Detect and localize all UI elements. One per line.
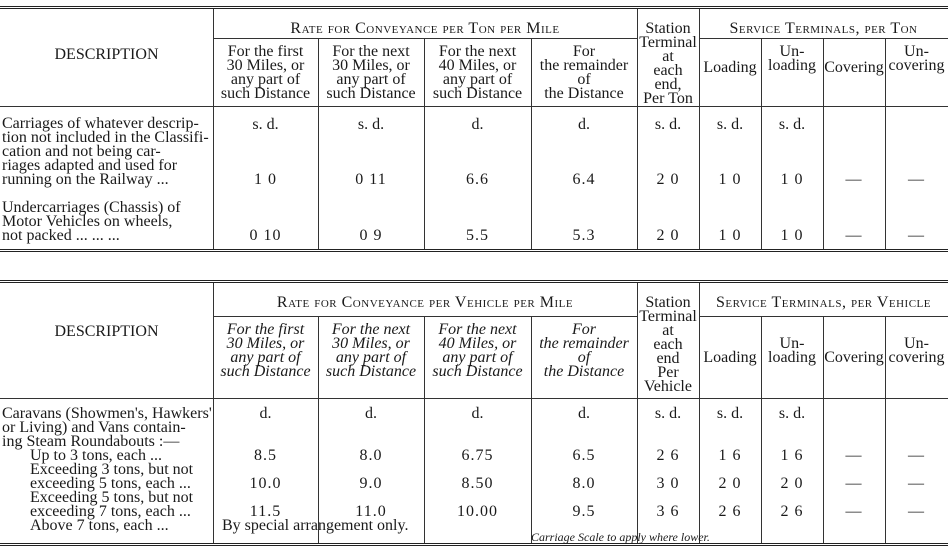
table-cell: 2 0	[656, 171, 680, 188]
rate-column-header: 30 Miles, or	[332, 335, 410, 352]
rate-group-header: Rate for Conveyance per Ton per Mile	[290, 20, 560, 37]
table-cell: 6.75	[461, 447, 494, 464]
service-column-header: Un-	[779, 335, 805, 352]
table-cell: —	[845, 171, 863, 188]
unit-label: s. d.	[716, 405, 744, 422]
table-cell: 5.5	[466, 227, 489, 244]
station-terminal-header: at	[662, 322, 674, 339]
service-column-header: loading	[768, 349, 816, 366]
table-cell: 11.0	[355, 503, 387, 520]
row-description: Carriages of whatever descrip-	[2, 115, 199, 132]
station-terminal-header: Per Ton	[643, 90, 693, 107]
row-description: not packed ... ... ...	[2, 227, 120, 244]
table-cell: 2 6	[718, 503, 742, 520]
service-column-header: Un-	[904, 335, 929, 352]
rate-column-header: such Distance	[326, 85, 416, 102]
rate-group-header: Rate for Conveyance per Vehicle per Mile	[276, 294, 574, 311]
table-cell: 8.0	[359, 447, 383, 464]
service-column-header: loading	[768, 57, 816, 74]
table-cell: 8.50	[461, 475, 494, 492]
row-description: Up to 3 tons, each ...	[30, 447, 162, 464]
description-header: DESCRIPTION	[54, 46, 159, 63]
service-column-header: Loading	[703, 59, 757, 76]
table-cell: 2 6	[780, 503, 804, 520]
unit-label: d.	[578, 405, 590, 422]
row-description: exceeding 7 tons, each ...	[30, 503, 191, 520]
service-group-header: Service Terminals, per Ton	[729, 20, 918, 37]
row-description: riages adapted and used for	[2, 157, 178, 174]
header-rule	[213, 316, 637, 317]
table-cell: 1 0	[780, 171, 804, 188]
service-column-header: Un-	[904, 43, 929, 60]
table-cell: 10.0	[249, 475, 282, 492]
station-terminal-header: end,	[654, 76, 682, 93]
row-description: Caravans (Showmen's, Hawkers'	[2, 405, 212, 422]
table-cell: —	[845, 475, 863, 492]
rate-column-header: any part of	[230, 71, 301, 88]
unit-label: s. d.	[654, 405, 682, 422]
rate-column-header: any part of	[442, 349, 513, 366]
table-cell: 9.5	[572, 503, 596, 520]
station-terminal-header: Station	[645, 294, 691, 311]
unit-label: d.	[471, 116, 484, 133]
service-column-header: covering	[888, 57, 945, 74]
rate-column-header: the remainder	[539, 57, 629, 74]
table-bottom-rule	[0, 543, 948, 546]
station-terminal-header: each	[653, 62, 683, 79]
table-cell: —	[845, 227, 863, 244]
row-description: tion not included in the Classifi-	[2, 129, 209, 146]
rate-column-header: such Distance	[220, 85, 311, 102]
table-cell: —	[908, 475, 925, 492]
row-description: exceeding 5 tons, each ...	[30, 475, 191, 492]
table-cell: 8.0	[572, 475, 596, 492]
table-cell: —	[845, 447, 863, 464]
station-terminal-header: end	[656, 350, 680, 367]
table-bottom-rule	[0, 249, 948, 252]
table-cell: 0 11	[355, 171, 387, 188]
rate-column-header: any part of	[336, 71, 406, 88]
table-cell: 3 0	[656, 475, 680, 492]
station-terminal-header: Terminal	[639, 308, 697, 325]
rate-column-header: For the next	[332, 43, 410, 60]
table-cell: 6.5	[572, 447, 596, 464]
table-cell: 2 0	[656, 227, 680, 244]
rate-column-header: For the first	[227, 43, 304, 60]
table-top-rule	[0, 6, 948, 9]
header-rule	[699, 38, 948, 39]
rate-column-header: 30 Miles, or	[226, 335, 305, 352]
rate-column-header: any part of	[230, 349, 301, 366]
table-cell: 1 0	[780, 227, 804, 244]
rate-column-header: 30 Miles, or	[332, 57, 410, 74]
rate-column-header: For the next	[438, 43, 517, 60]
unit-label: d.	[471, 405, 484, 422]
rate-column-header: such Distance	[432, 363, 523, 380]
table-cell: 1 0	[718, 227, 742, 244]
rate-column-header: the Distance	[544, 85, 624, 102]
station-terminal-header: Per	[657, 364, 679, 381]
header-rule	[0, 398, 948, 399]
unit-label: s. d.	[778, 116, 806, 133]
rate-column-header: such Distance	[325, 363, 417, 380]
rate-column-header: For the next	[438, 321, 517, 338]
row-description: cation and not being car-	[2, 143, 161, 160]
service-column-header: covering	[888, 349, 945, 366]
rate-column-header: 30 Miles, or	[226, 57, 305, 74]
rate-column-header: any part of	[442, 71, 513, 88]
description-header: DESCRIPTION	[54, 323, 159, 340]
table-cell: 0 9	[359, 227, 383, 244]
rate-column-header: 40 Miles, or	[438, 335, 517, 352]
table-cell: —	[845, 503, 863, 520]
rate-column-header: For the first	[226, 321, 305, 338]
service-column-header: Covering	[824, 349, 884, 366]
table-cell: 1 0	[718, 171, 742, 188]
rate-column-header: of	[577, 71, 591, 88]
row-description: Above 7 tons, each ...	[30, 517, 169, 534]
rate-column-header: For	[572, 321, 596, 338]
unit-label: d.	[578, 116, 590, 133]
station-terminal-header: each	[653, 336, 683, 353]
table-cell: —	[908, 227, 925, 244]
rate-column-header: For	[572, 43, 596, 60]
table-cell: 2 6	[656, 447, 680, 464]
row-description: Exceeding 5 tons, but not	[30, 489, 194, 506]
table-cell: 6.4	[572, 171, 596, 188]
service-column-header: Covering	[824, 59, 884, 76]
rate-column-header: such Distance	[432, 85, 523, 102]
service-group-header: Service Terminals, per Vehicle	[716, 294, 931, 311]
unit-label: d.	[365, 405, 377, 422]
station-terminal-header: Terminal	[639, 34, 697, 51]
rate-column-header: such Distance	[220, 363, 311, 380]
rate-column-header: 40 Miles, or	[438, 57, 517, 74]
table-cell: 2 0	[718, 475, 742, 492]
footnote: Carriage Scale to apply where lower.	[531, 530, 710, 544]
table-cell: 8.5	[254, 447, 277, 464]
table-cell: 1 6	[780, 447, 804, 464]
header-rule	[0, 106, 948, 107]
rate-column-header: the remainder	[539, 335, 629, 352]
row-description: Motor Vehicles on wheels,	[2, 213, 173, 230]
rate-column-header: For the next	[331, 321, 411, 338]
unit-label: d.	[259, 405, 272, 422]
table-cell: 0 10	[249, 227, 282, 244]
unit-label: s. d.	[252, 116, 279, 133]
station-terminal-header: Vehicle	[644, 378, 692, 395]
table-cell: 3 6	[656, 503, 680, 520]
unit-label: s. d.	[778, 405, 806, 422]
table-cell: 9.0	[359, 475, 383, 492]
table-cell: —	[908, 171, 925, 188]
row-description: Exceeding 3 tons, but not	[30, 461, 194, 478]
special-arrangement-note: By special arrangement only.	[222, 517, 409, 534]
table-top-rule	[0, 280, 948, 283]
table-cell: —	[908, 503, 925, 520]
table-cell: 1 0	[254, 171, 277, 188]
table-cell: 6.6	[466, 171, 489, 188]
table-cell: 1 6	[718, 447, 742, 464]
unit-label: s. d.	[716, 116, 744, 133]
table-cell: 11.5	[249, 503, 282, 520]
table-cell: 5.3	[572, 227, 596, 244]
header-rule	[699, 316, 948, 317]
header-rule	[213, 38, 637, 39]
rate-column-header: of	[577, 349, 591, 366]
rate-column-header: the Distance	[543, 363, 625, 380]
station-terminal-header: at	[662, 48, 674, 65]
rate-column-header: any part of	[335, 349, 407, 366]
row-description: Undercarriages (Chassis) of	[2, 199, 181, 216]
row-description: or Living) and Vans contain-	[2, 419, 186, 436]
table-cell: —	[908, 447, 925, 464]
service-column-header: Un-	[779, 43, 805, 60]
station-terminal-header: Station	[645, 20, 691, 37]
table-cell: 2 0	[780, 475, 804, 492]
unit-label: s. d.	[357, 116, 385, 133]
row-description: ing Steam Roundabouts :—	[2, 433, 180, 450]
row-description: running on the Railway ...	[2, 171, 169, 188]
unit-label: s. d.	[654, 116, 682, 133]
service-column-header: Loading	[703, 349, 757, 366]
table-cell: 10.00	[457, 503, 498, 520]
